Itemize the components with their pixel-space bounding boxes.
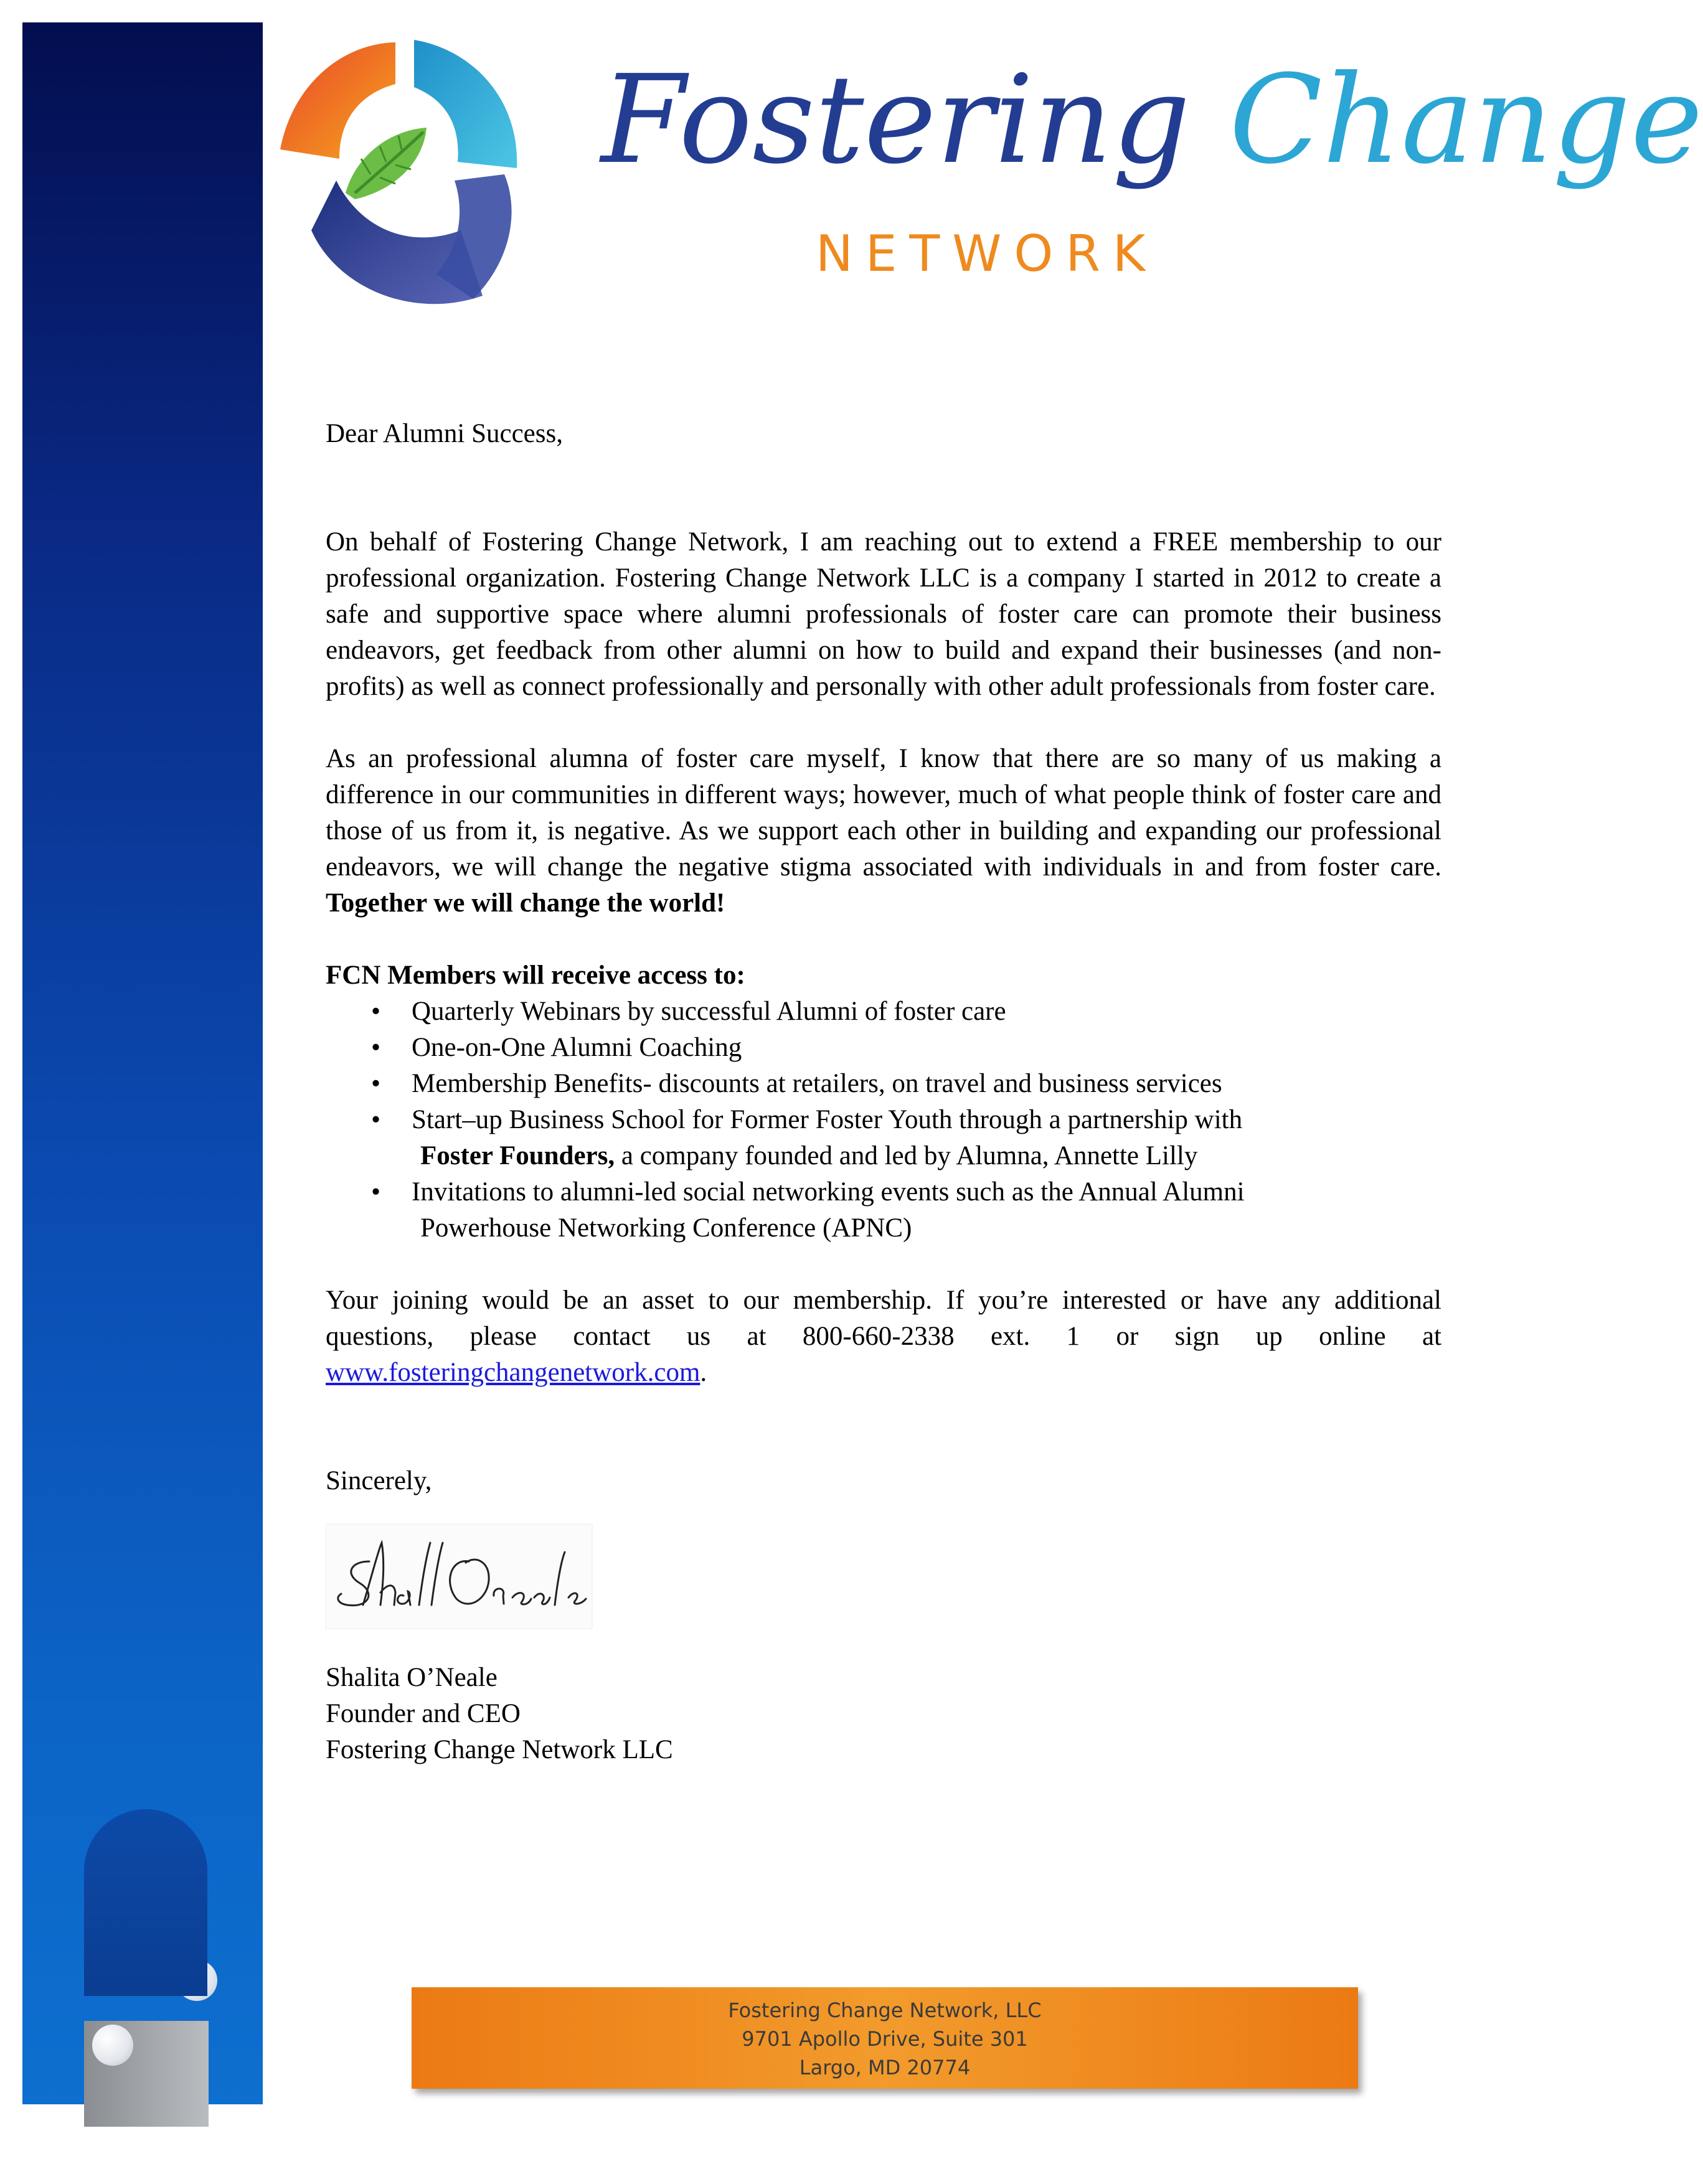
brand-name-fostering: Fostering <box>601 49 1191 191</box>
members-heading <box>326 958 1441 994</box>
bullet-icon: • <box>371 997 381 1026</box>
salutation: Dear Alumni Success, <box>326 419 563 448</box>
foster-founders-bold: Foster Founders, <box>420 1141 615 1170</box>
footer-address-bar <box>412 1987 1358 2089</box>
signer-name: Shalita O’Neale <box>326 1663 498 1692</box>
list-item <box>326 1066 1441 1102</box>
list-item-text: Start–up Business School for Former Foster Youth through a partnership with <box>412 1105 1243 1134</box>
logo-leaf-swirl-icon <box>268 25 542 318</box>
brand-name-change: Change <box>1229 49 1703 191</box>
paragraph-closing <box>326 1283 1441 1391</box>
closing-period: . <box>700 1358 707 1387</box>
signer-company: Fostering Change Network LLC <box>326 1735 673 1764</box>
list-item-text: One-on-One Alumni Coaching <box>412 1033 742 1062</box>
sidebar-band <box>22 22 263 2104</box>
footer-street: 9701 Apollo Drive, Suite 301 <box>742 2027 1028 2051</box>
list-item-continuation <box>412 1138 1441 1174</box>
brand-name <box>601 49 1703 191</box>
paragraph-alumna-text: As an professional alumna of foster care myself, I know that there are so many of us making a difference in our communities in different ways; however, much of what people think of foster care and those of us from it, is negative. As we support each other in building and expanding our professional endeavors, we will change the negative stigma associated with individuals in and from foster care. <box>326 744 1441 882</box>
signature-image <box>326 1524 592 1629</box>
footer-company: Fostering Change Network, LLC <box>728 1998 1042 2022</box>
signer-title: Founder and CEO <box>326 1699 521 1728</box>
paragraph-alumna-bold: Together we will change the world! <box>326 888 725 918</box>
footer-city: Largo, MD 20774 <box>799 2056 971 2079</box>
list-item-text-after: a company founded and led by Alumna, Annette Lilly <box>615 1141 1198 1170</box>
paragraph-intro: On behalf of Fostering Change Network, I am reaching out to extend a FREE membership to our professional organization. Fostering Change Network LLC is a company I started in 2012 to create a safe and supportive space where alumni professionals of foster care can promote their business endeavors, get feedback from other alumni on how to build and expand their businesses (and non-profits) as well as connect professionally and personally with other adult professionals from foster care. <box>326 527 1441 701</box>
closing-text: Your joining would be an asset to our membership. If you’re interested or have any additional questions, please contact us at 800-660-2338 ext. 1 or sign up online at <box>326 1286 1441 1351</box>
list-item <box>326 1174 1441 1246</box>
brand-subtitle: NETWORK <box>816 225 1158 283</box>
members-heading-text: FCN Members will receive access to: <box>326 961 745 990</box>
list-item-text: Invitations to alumni-led social networking events such as the Annual Alumni <box>412 1177 1245 1207</box>
list-item-continuation: Powerhouse Networking Conference (APNC) <box>420 1213 912 1243</box>
bullet-icon: • <box>371 1177 381 1207</box>
website-link[interactable]: www.fosteringchangenetwork.com <box>326 1358 701 1387</box>
signoff: Sincerely, <box>326 1466 432 1495</box>
list-item-text: Membership Benefits- discounts at retailers, on travel and business services <box>412 1069 1222 1098</box>
bullet-icon: • <box>371 1069 381 1098</box>
list-item-text: Quarterly Webinars by successful Alumni of foster care <box>412 997 1006 1026</box>
benefits-list <box>326 994 1441 1246</box>
sidebar-arch-decoration <box>84 1809 207 1996</box>
sidebar-circle-decoration-lower <box>92 2025 133 2066</box>
list-item <box>326 1102 1441 1174</box>
bullet-icon: • <box>371 1033 381 1062</box>
paragraph-alumna <box>326 741 1441 921</box>
letter-body <box>326 416 1441 1768</box>
list-item <box>326 994 1441 1030</box>
list-item <box>326 1030 1441 1066</box>
bullet-icon: • <box>371 1105 381 1134</box>
